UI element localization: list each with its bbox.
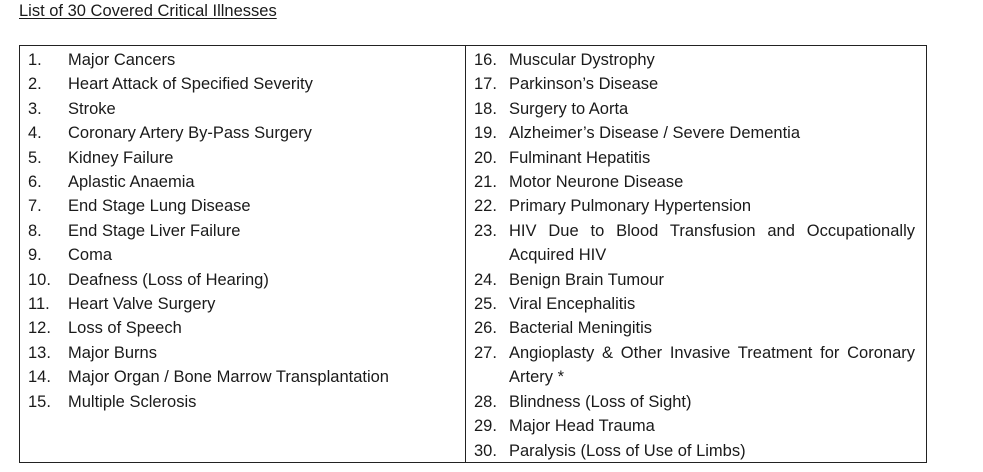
item-number: 22. — [474, 197, 497, 216]
item-label: Fulminant Hepatitis — [509, 148, 651, 167]
item-number: 8. — [28, 221, 42, 240]
list-item — [20, 97, 465, 121]
item-label: End Stage Lung Disease — [68, 197, 251, 216]
item-number: 19. — [474, 124, 497, 143]
item-label: Primary Pulmonary Hypertension — [509, 197, 752, 216]
item-number: 10. — [28, 270, 51, 289]
item-label: Multiple Sclerosis — [68, 392, 197, 411]
list-item — [20, 48, 465, 72]
item-label: Paralysis (Loss of Use of Limbs) — [509, 441, 746, 460]
item-label: Motor Neurone Disease — [509, 173, 684, 192]
list-item — [20, 268, 465, 292]
right-column — [466, 46, 926, 462]
item-number: 6. — [28, 173, 42, 192]
left-column — [20, 46, 466, 462]
list-item — [20, 292, 465, 316]
page-title: List of 30 Covered Critical Illnesses — [19, 2, 277, 20]
item-number: 15. — [28, 392, 51, 411]
item-label: Angioplasty & Other Invasive Treatment for Coronary Artery * — [509, 343, 915, 387]
item-number: 20. — [474, 148, 497, 167]
list-item — [20, 243, 465, 267]
item-number: 25. — [474, 295, 497, 314]
item-label: Benign Brain Tumour — [509, 270, 665, 289]
item-number: 3. — [28, 99, 42, 118]
list-item — [466, 146, 926, 170]
item-number: 7. — [28, 197, 42, 216]
item-label: Kidney Failure — [68, 148, 174, 167]
item-label: Bacterial Meningitis — [509, 319, 653, 338]
list-item — [466, 97, 926, 121]
item-label: Coma — [68, 246, 113, 265]
item-label: HIV Due to Blood Transfusion and Occupationally Acquired HIV — [509, 221, 915, 265]
list-item — [20, 121, 465, 145]
list-item — [20, 170, 465, 194]
item-label: Heart Valve Surgery — [68, 295, 216, 314]
item-label: Loss of Speech — [68, 319, 182, 338]
item-label: Major Head Trauma — [509, 417, 655, 436]
item-label: Heart Attack of Specified Severity — [68, 75, 313, 94]
list-item — [466, 341, 926, 390]
item-number: 18. — [474, 99, 497, 118]
item-number: 29. — [474, 417, 497, 436]
list-item — [20, 219, 465, 243]
item-number: 30. — [474, 441, 497, 460]
list-item — [466, 170, 926, 194]
item-number: 24. — [474, 270, 497, 289]
item-number: 23. — [474, 221, 497, 240]
item-label: End Stage Liver Failure — [68, 221, 241, 240]
item-label: Parkinson’s Disease — [509, 75, 659, 94]
list-item — [20, 341, 465, 365]
item-label: Surgery to Aorta — [509, 99, 629, 118]
item-label: Major Cancers — [68, 51, 176, 69]
list-item — [20, 316, 465, 340]
item-number: 1. — [28, 51, 42, 69]
list-item — [466, 292, 926, 316]
list-item — [20, 194, 465, 218]
list-item — [466, 268, 926, 292]
list-item — [466, 390, 926, 414]
item-label: Alzheimer’s Disease / Severe Dementia — [509, 124, 801, 143]
item-label: Aplastic Anaemia — [68, 173, 195, 192]
item-number: 14. — [28, 368, 51, 387]
list-item — [466, 48, 926, 72]
item-label: Muscular Dystrophy — [509, 51, 655, 69]
item-number: 16. — [474, 51, 497, 69]
item-label: Viral Encephalitis — [509, 295, 636, 314]
list-item — [466, 219, 926, 268]
list-item — [466, 414, 926, 438]
list-item — [466, 194, 926, 218]
list-item — [466, 72, 926, 96]
item-label: Deafness (Loss of Hearing) — [68, 270, 269, 289]
item-label: Blindness (Loss of Sight) — [509, 392, 692, 411]
item-number: 17. — [474, 75, 497, 94]
list-item — [20, 146, 465, 170]
item-label: Major Burns — [68, 343, 157, 362]
item-number: 2. — [28, 75, 42, 94]
illness-table — [19, 45, 927, 463]
item-number: 4. — [28, 124, 42, 143]
item-number: 5. — [28, 148, 42, 167]
item-label: Stroke — [68, 99, 116, 118]
item-number: 9. — [28, 246, 42, 265]
list-item — [20, 390, 465, 414]
item-number: 21. — [474, 173, 497, 192]
item-number: 26. — [474, 319, 497, 338]
list-item — [466, 316, 926, 340]
item-label: Coronary Artery By-Pass Surgery — [68, 124, 312, 143]
item-number: 28. — [474, 392, 497, 411]
list-item — [20, 72, 465, 96]
item-number: 11. — [28, 295, 50, 314]
item-number: 27. — [474, 343, 497, 362]
item-label: Major Organ / Bone Marrow Transplantation — [68, 368, 389, 387]
list-item — [466, 439, 926, 463]
item-number: 13. — [28, 343, 51, 362]
item-number: 12. — [28, 319, 51, 338]
list-item — [466, 121, 926, 145]
list-item — [20, 365, 465, 389]
